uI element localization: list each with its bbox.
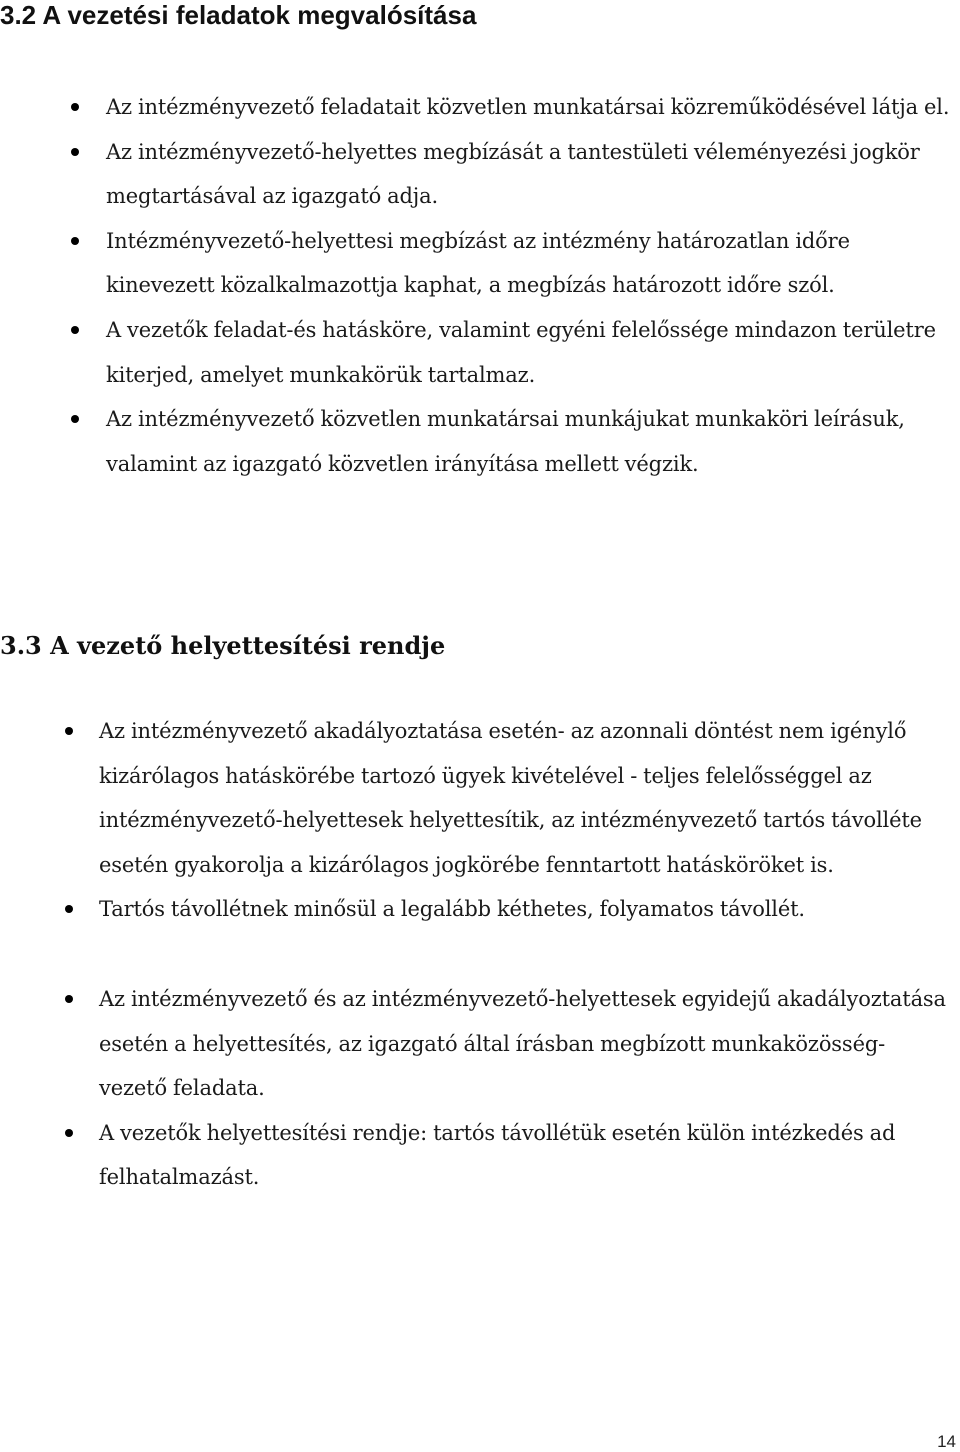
- bullet-icon: [65, 995, 73, 1003]
- list-item: [99, 977, 949, 1111]
- helyettesitesi-rend-list: [99, 709, 949, 1200]
- bullet-icon: [71, 326, 79, 334]
- section-heading-3-2: 3.2 A vezetési feladatok megvalósítása: [0, 0, 477, 30]
- bullet-icon: [71, 415, 79, 423]
- list-item-text: Az intézményvezető akadályoztatása esetén- az azonnali döntést nem igénylő kizárólagos hatáskörébe tartozó ügyek kivételével - teljes felelősséggel az intézményvezető-helyettesek helyettesítik, az intézményvezető tartós távolléte esetén gyakorolja a kizárólagos jogkörébe fenntartott hatásköröket is.: [99, 719, 922, 877]
- list-item-text: Az intézményvezető-helyettes megbízását a tantestületi véleményezési jogkör megtartásával az igazgató adja.: [106, 139, 920, 209]
- bullet-icon: [65, 727, 73, 735]
- page-number: 14: [937, 1432, 956, 1451]
- section-heading-3-3: 3.3 A vezető helyettesítési rendje: [0, 631, 446, 660]
- list-item-text: Az intézményvezető feladatait közvetlen munkatársai közreműködésével látja el.: [106, 95, 950, 119]
- list-item: [99, 887, 949, 932]
- list-item: [106, 219, 956, 308]
- bullet-icon: [65, 1129, 73, 1137]
- bullet-icon: [71, 237, 79, 245]
- list-item: [99, 709, 949, 887]
- list-item: [106, 130, 956, 219]
- list-item: [106, 397, 956, 486]
- bullet-icon: [71, 103, 79, 111]
- list-item-text: A vezetők helyettesítési rendje: tartós távollétük esetén külön intézkedés ad felhatalmazást.: [99, 1120, 896, 1190]
- vezetesi-feladatok-list: [106, 85, 956, 486]
- list-item-text: Az intézményvezető közvetlen munkatársai munkájukat munkaköri leírásuk, valamint az igazgató közvetlen irányítása mellett végzik.: [106, 407, 905, 476]
- bullet-icon: [71, 148, 79, 156]
- bullet-icon: [65, 905, 73, 913]
- list-item-text: Intézményvezető-helyettesi megbízást az intézmény határozatlan időre kinevezett közalkalmazottja kaphat, a megbízás határozott időre szól.: [106, 228, 850, 298]
- list-item-text: A vezetők feladat-és hatásköre, valamint egyéni felelőssége mindazon területre kiterjed, amelyet munkakörük tartalmaz.: [106, 317, 936, 387]
- list-item: [99, 1111, 949, 1200]
- list-item: [106, 308, 956, 397]
- list-item-text: Az intézményvezető és az intézményvezető-helyettesek egyidejű akadályoztatása esetén a helyettesítés, az igazgató által írásban megbízott munkaközösség-vezető feladata.: [99, 986, 946, 1101]
- list-item-text: Tartós távollétnek minősül a legalább kéthetes, folyamatos távollét.: [99, 897, 805, 922]
- list-item: [106, 85, 956, 130]
